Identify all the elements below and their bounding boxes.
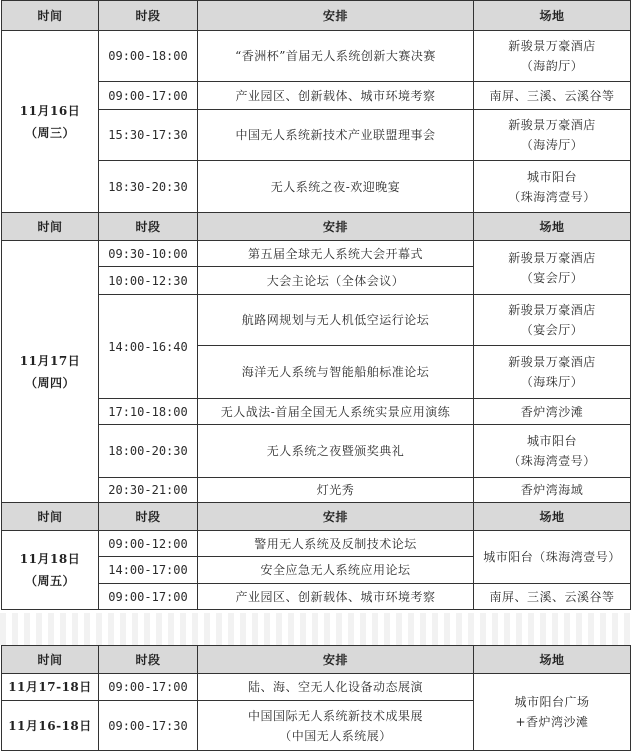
- table-header-row: [2, 213, 631, 241]
- table-row: [2, 531, 631, 557]
- header-time: 时间: [2, 213, 99, 241]
- arrange-cell: 无人战法-首届全国无人系统实景应用演练: [198, 399, 474, 425]
- venue-line: 新骏景万豪酒店: [508, 355, 596, 369]
- venue-line: 城市阳台: [526, 169, 577, 184]
- arrange-cell: 陆、海、空无人化设备动态展演: [198, 674, 474, 701]
- venue-line: 新骏景万豪酒店: [508, 39, 596, 53]
- table-header-row: [2, 1, 631, 31]
- arrange-cell: 航路网规划与无人机低空运行论坛: [198, 295, 474, 346]
- venue-line: 城市阳台广场: [514, 695, 590, 709]
- slot-cell: 09:00-18:00: [99, 31, 198, 82]
- venue-cell: [474, 425, 631, 478]
- day-weekday: （周五）: [24, 574, 75, 588]
- slot-cell: 17:10-18:00: [99, 399, 198, 425]
- header-slot: 时段: [99, 1, 198, 31]
- venue-line: 城市阳台: [526, 434, 577, 448]
- venue-line: （海涛厅）: [520, 138, 584, 152]
- slot-cell: 18:30-20:30: [99, 161, 198, 213]
- venue-line: （海珠厅）: [520, 375, 584, 389]
- arrange-cell: 警用无人系统及反制技术论坛: [198, 531, 474, 557]
- day-weekday: （周四）: [24, 375, 75, 390]
- slot-cell: 09:00-17:00: [99, 82, 198, 110]
- slot-cell: 14:00-16:40: [99, 295, 198, 399]
- slot-cell: 09:00-12:00: [99, 531, 198, 557]
- header-slot: 时段: [99, 503, 198, 531]
- venue-cell: [474, 110, 631, 161]
- venue-cell: 南屏、三溪、云溪谷等: [474, 82, 631, 110]
- date-range-cell: 11月17-18日: [2, 674, 99, 701]
- day-date: 11月16日: [19, 103, 81, 118]
- venue-cell: 城市阳台（珠海湾壹号）: [474, 531, 631, 584]
- arrange-cell: 海洋无人系统与智能船舶标准论坛: [198, 346, 474, 399]
- header-venue: 场地: [474, 213, 631, 241]
- header-venue: 场地: [474, 646, 631, 674]
- slot-cell: 09:30-10:00: [99, 241, 198, 267]
- header-arrange: 安排: [198, 213, 474, 241]
- venue-cell: 香炉湾沙滩: [474, 399, 631, 425]
- venue-cell: [474, 31, 631, 82]
- venue-line: 新骏景万豪酒店: [508, 303, 596, 317]
- venue-line: 新骏景万豪酒店: [508, 118, 596, 132]
- venue-line: （珠海湾壹号）: [508, 454, 596, 468]
- slot-cell: 15:30-17:30: [99, 110, 198, 161]
- day-cell-1117: [2, 241, 99, 503]
- arrange-cell: 无人系统之夜-欢迎晚宴: [198, 161, 474, 213]
- venue-cell: [474, 241, 631, 295]
- day-weekday: （周三）: [24, 125, 75, 140]
- arrange-cell: 产业园区、创新载体、城市环境考察: [198, 82, 474, 110]
- slot-cell: 09:00-17:30: [99, 701, 198, 751]
- day-date: 11月17日: [19, 353, 81, 368]
- header-venue: 场地: [474, 1, 631, 31]
- venue-line: +香炉湾沙滩: [515, 715, 589, 729]
- table-row: [2, 241, 631, 267]
- table-header-row: [2, 646, 631, 674]
- venue-line: （海韵厅）: [520, 59, 584, 73]
- arrange-cell: 第五届全球无人系统大会开幕式: [198, 241, 474, 267]
- arrange-cell: 中国无人系统新技术产业联盟理事会: [198, 110, 474, 161]
- date-range-cell: 11月16-18日: [2, 701, 99, 751]
- slot-cell: 14:00-17:00: [99, 557, 198, 584]
- day-cell-1118: [2, 531, 99, 610]
- header-venue: 场地: [474, 503, 631, 531]
- slot-cell: 20:30-21:00: [99, 478, 198, 503]
- header-arrange: 安排: [198, 503, 474, 531]
- day-date: 11月18日: [19, 552, 81, 566]
- venue-cell: [474, 295, 631, 346]
- header-slot: 时段: [99, 213, 198, 241]
- venue-line: 新骏景万豪酒店: [508, 250, 596, 265]
- table-header-row: [2, 503, 631, 531]
- arrange-cell: 无人系统之夜暨颁奖典礼: [198, 425, 474, 478]
- arrange-cell: 灯光秀: [198, 478, 474, 503]
- venue-line: （珠海湾壹号）: [508, 189, 596, 204]
- slot-cell: 10:00-12:30: [99, 267, 198, 295]
- header-arrange: 安排: [198, 646, 474, 674]
- header-time: 时间: [2, 646, 99, 674]
- header-time: 时间: [2, 503, 99, 531]
- slot-cell: 18:00-20:30: [99, 425, 198, 478]
- venue-cell: [474, 346, 631, 399]
- header-slot: 时段: [99, 646, 198, 674]
- venue-cell: 香炉湾海域: [474, 478, 631, 503]
- section-gap: [0, 613, 631, 645]
- venue-cell: [474, 161, 631, 213]
- header-arrange: 安排: [198, 1, 474, 31]
- table-row: [2, 674, 631, 701]
- venue-line: （宴会厅）: [520, 270, 584, 285]
- slot-cell: 09:00-17:00: [99, 674, 198, 701]
- venue-line: （宴会厅）: [520, 323, 584, 337]
- schedule-table-exhibition: [1, 645, 631, 751]
- slot-cell: 09:00-17:00: [99, 584, 198, 610]
- table-row: [2, 31, 631, 82]
- schedule-table-main: [1, 0, 631, 610]
- arrange-cell: 产业园区、创新载体、城市环境考察: [198, 584, 474, 610]
- arrange-line: 中国国际无人系统新技术成果展: [247, 708, 423, 723]
- arrange-line: （中国无人系统展）: [279, 728, 392, 743]
- arrange-cell: 安全应急无人系统应用论坛: [198, 557, 474, 584]
- header-time: 时间: [2, 1, 99, 31]
- venue-cell: 南屏、三溪、云溪谷等: [474, 584, 631, 610]
- arrange-cell: [198, 701, 474, 751]
- arrange-cell: 大会主论坛（全体会议）: [198, 267, 474, 295]
- venue-cell: [474, 674, 631, 751]
- day-cell-1116: [2, 31, 99, 213]
- arrange-cell: “香洲杯”首届无人系统创新大赛决赛: [198, 31, 474, 82]
